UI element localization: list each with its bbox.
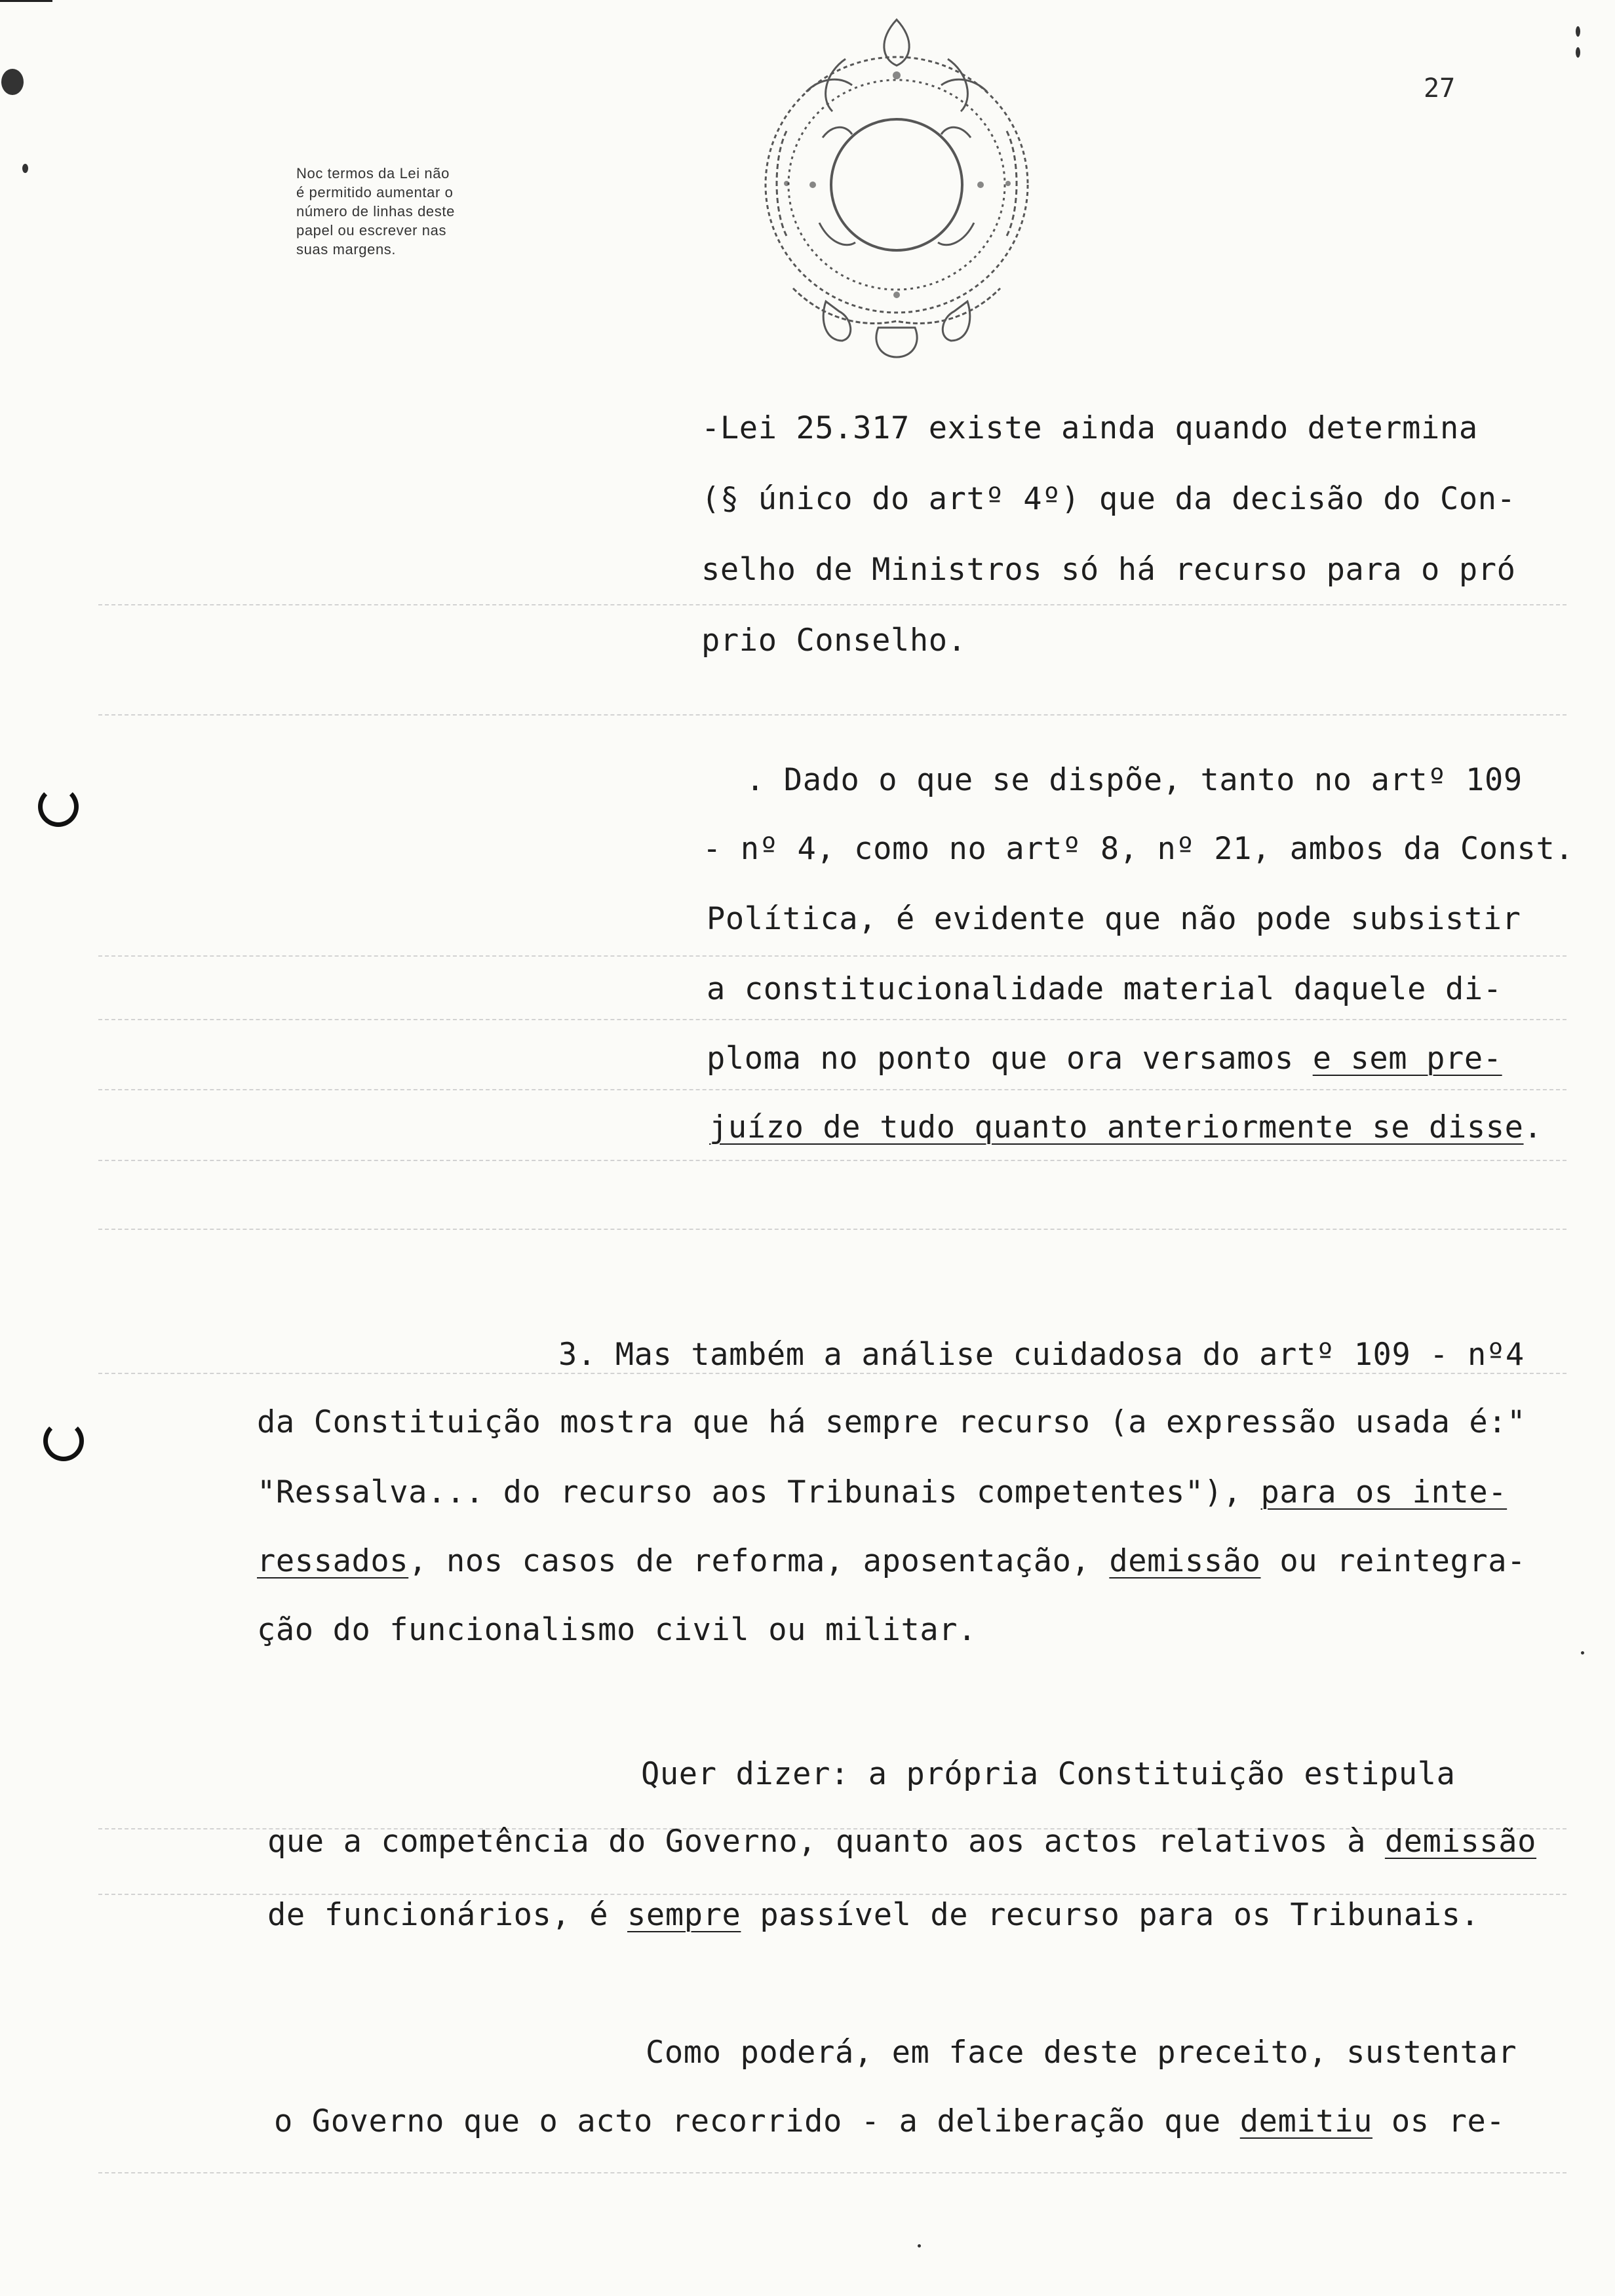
underlined-text: demissão xyxy=(1384,1824,1537,1860)
text-line xyxy=(746,762,1523,798)
underlined-text: juízo de tudo quanto anteriormente se disse xyxy=(709,1109,1524,1145)
text-line xyxy=(257,1474,1507,1510)
ink-speck xyxy=(918,2244,921,2248)
underlined-text: demitiu xyxy=(1239,2103,1372,2139)
text-run: Quer dizer: a própria Constituição estipula xyxy=(641,1756,1456,1792)
scan-border-line xyxy=(0,0,52,2)
notice-line: é permitido aumentar o xyxy=(296,184,454,201)
notice-line: Noc termos da Lei não xyxy=(296,165,450,182)
text-run: da Constituição mostra que há sempre recurso (a expressão usada é:" xyxy=(257,1404,1527,1440)
ink-speck xyxy=(1576,26,1580,37)
text-run: os re- xyxy=(1372,2103,1506,2139)
text-run: passível de recurso para os Tribunais. xyxy=(741,1897,1480,1933)
text-run: de funcionários, é xyxy=(267,1897,628,1933)
punch-hole-upper xyxy=(38,786,79,827)
ink-speck xyxy=(1,69,24,95)
text-line xyxy=(707,1041,1502,1077)
page-number: 27 xyxy=(1424,73,1456,104)
text-run: prio Conselho. xyxy=(701,622,967,659)
text-run: -Lei 25.317 existe ainda quando determina xyxy=(701,410,1478,446)
text-line xyxy=(701,552,1516,588)
text-run: ploma no ponto que ora versamos xyxy=(707,1041,1313,1077)
text-line xyxy=(257,1612,977,1648)
text-line xyxy=(709,1109,1542,1145)
coat-of-arms-seal-icon xyxy=(747,13,1049,360)
text-run: - nº 4, como no artº 8, nº 21, ambos da Const. xyxy=(703,831,1574,867)
text-line xyxy=(701,622,967,659)
notice-line: papel ou escrever nas xyxy=(296,222,447,239)
text-line xyxy=(707,901,1521,937)
notice-line: suas margens. xyxy=(296,241,397,258)
text-line xyxy=(267,1824,1536,1860)
text-run: o Governo que o acto recorrido - a deliberação que xyxy=(274,2103,1240,2139)
text-line xyxy=(641,1756,1456,1792)
text-line xyxy=(257,1404,1526,1440)
underlined-text: para os inte- xyxy=(1260,1474,1508,1510)
text-run: , nos casos de reforma, aposentação, xyxy=(408,1543,1110,1579)
margin-notice xyxy=(296,164,545,259)
ink-speck xyxy=(1576,47,1580,58)
text-run: . Dado o que se dispõe, tanto no artº 109 xyxy=(746,762,1523,798)
text-run: a constitucionalidade material daquele di- xyxy=(707,971,1502,1007)
text-line xyxy=(646,2035,1517,2071)
text-run: ou reintegra- xyxy=(1260,1543,1527,1579)
underlined-text: e sem pre- xyxy=(1312,1041,1502,1077)
text-line xyxy=(701,410,1478,446)
text-run: Como poderá, em face deste preceito, sustentar xyxy=(646,2035,1517,2071)
text-run: que a competência do Governo, quanto aos actos relativos à xyxy=(267,1824,1385,1860)
underlined-text: sempre xyxy=(627,1897,741,1933)
text-line xyxy=(558,1337,1525,1373)
ink-speck xyxy=(1581,1651,1584,1655)
text-run: Política, é evidente que não pode subsistir xyxy=(707,901,1521,937)
text-line xyxy=(701,481,1516,517)
text-line xyxy=(707,971,1502,1007)
text-line xyxy=(703,831,1574,867)
underlined-text: ressados xyxy=(257,1543,409,1579)
ink-speck xyxy=(22,164,28,173)
text-line xyxy=(274,2103,1505,2139)
punch-hole-lower xyxy=(43,1421,84,1461)
text-run: . xyxy=(1523,1109,1543,1145)
text-line xyxy=(257,1543,1526,1579)
text-line xyxy=(267,1897,1479,1933)
text-run: "Ressalva... do recurso aos Tribunais competentes"), xyxy=(257,1474,1261,1510)
text-run: ção do funcionalismo civil ou militar. xyxy=(257,1612,977,1648)
underlined-text: demissão xyxy=(1109,1543,1261,1579)
notice-line: número de linhas deste xyxy=(296,203,455,220)
text-run: (§ único do artº 4º) que da decisão do Con- xyxy=(701,481,1516,517)
text-run: selho de Ministros só há recurso para o pró xyxy=(701,552,1516,588)
text-run: 3. Mas também a análise cuidadosa do artº 109 - nº4 xyxy=(558,1337,1525,1373)
